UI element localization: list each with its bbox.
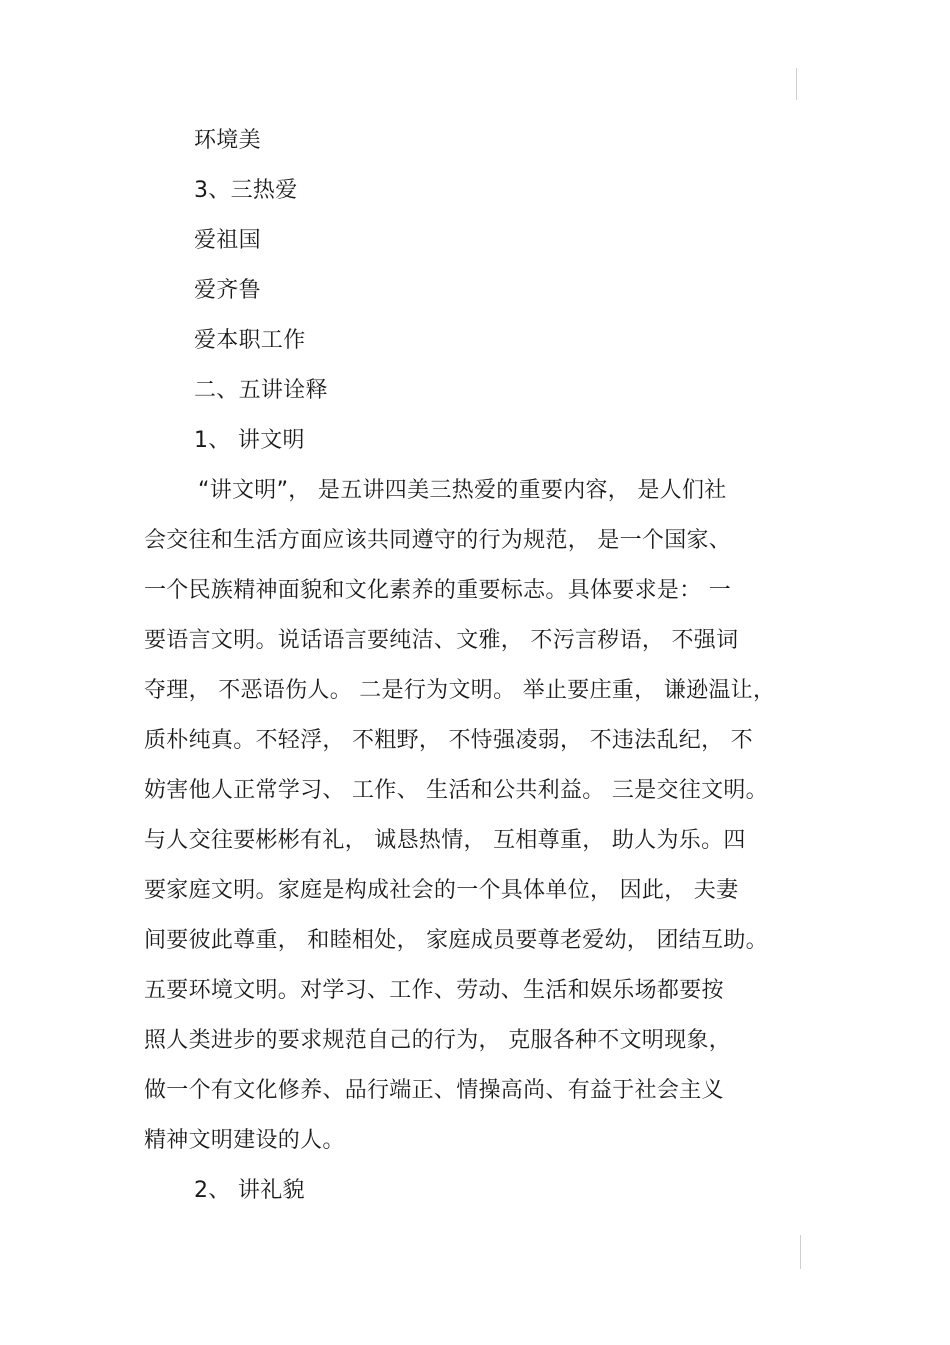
paragraph-line: 与人交往要彬彬有礼， 诚恳热情， 互相尊重， 助人为乐。四 <box>144 828 746 853</box>
list-item-environment-beauty: 环境美 <box>194 128 261 153</box>
subheading-civility: 1、 讲文明 <box>194 428 305 453</box>
paragraph-line: 一个民族精神面貌和文化素养的重要标志。具体要求是： 一 <box>144 578 732 603</box>
list-item-love-motherland: 爱祖国 <box>194 228 261 253</box>
paragraph-line: 精神文明建设的人。 <box>144 1128 345 1153</box>
list-item-love-work: 爱本职工作 <box>194 328 306 353</box>
page-edge-mark-bottom <box>800 1235 801 1269</box>
paragraph-line: 妨害他人正常学习、 工作、 生活和公共利益。 三是交往文明。 <box>144 778 768 803</box>
chapter-heading-five-stresses: 二、五讲诠释 <box>194 378 328 403</box>
paragraph-line: 会交往和生活方面应该共同遵守的行为规范， 是一个国家、 <box>144 528 732 553</box>
list-item-love-qilu: 爱齐鲁 <box>194 278 261 303</box>
paragraph-line: 照人类进步的要求规范自己的行为， 克服各种不文明现象， <box>144 1028 732 1053</box>
page-edge-mark-top <box>796 68 797 100</box>
paragraph-line: 夺理， 不恶语伤人。 二是行为文明。 举止要庄重， 谦逊温让， <box>144 678 776 703</box>
paragraph-line: 要语言文明。说话语言要纯洁、文雅， 不污言秽语， 不强词 <box>144 628 739 653</box>
paragraph-line: 五要环境文明。对学习、工作、劳动、生活和娱乐场都要按 <box>144 978 724 1003</box>
paragraph-line: 间要彼此尊重， 和睦相处， 家庭成员要尊老爱幼， 团结互助。 <box>144 928 768 953</box>
paragraph-line: 做一个有文化修养、品行端正、情操高尚、有益于社会主义 <box>144 1078 724 1103</box>
section-heading-three-loves: 3、三热爱 <box>194 178 298 203</box>
paragraph-line: 要家庭文明。家庭是构成社会的一个具体单位， 因此， 夫妻 <box>144 878 739 903</box>
subheading-courtesy: 2、 讲礼貌 <box>194 1178 305 1203</box>
paragraph-line: “讲文明”， 是五讲四美三热爱的重要内容， 是人们社 <box>198 478 727 503</box>
paragraph-line: 质朴纯真。不轻浮， 不粗野， 不恃强凌弱， 不违法乱纪， 不 <box>144 728 753 753</box>
